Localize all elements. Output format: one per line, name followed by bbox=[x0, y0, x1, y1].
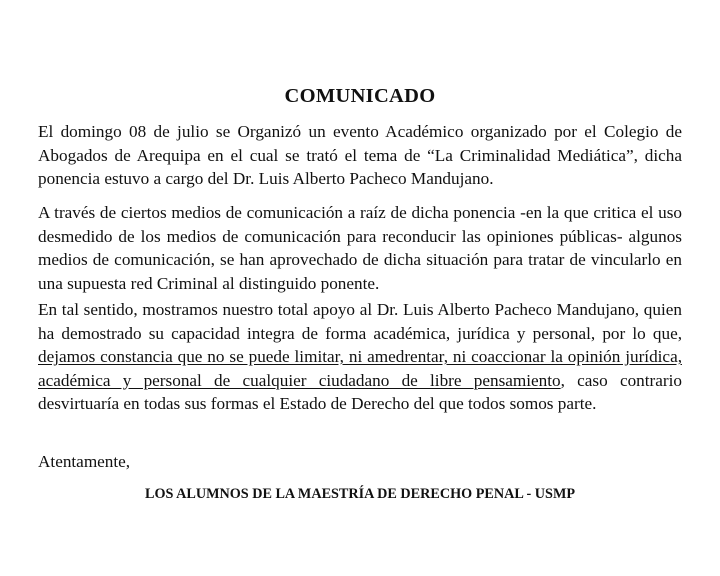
signature-line: LOS ALUMNOS DE LA MAESTRÍA DE DERECHO PENAL - USMP bbox=[144, 486, 576, 502]
paragraph-support-ending: , caso contrario desvirtuaría en todas sus formas el Estado de Derecho del que todos somos parte. bbox=[38, 370, 682, 413]
paragraph-support-intro: En tal sentido, mostramos nuestro total apoyo al Dr. Luis Alberto Pacheco Mandujano, quien ha demostrado su capacidad integra de forma académica, jurídica y personal, por lo que, bbox=[38, 300, 682, 343]
paragraph-support bbox=[38, 298, 682, 416]
paragraph-event: El domingo 08 de julio se Organizó un evento Académico organizado por el Colegio de Abogados de Arequipa en el cual se trató el tema de “La Criminalidad Mediática”, dicha ponencia estuvo a cargo del Dr. Luis Alberto Pacheco Mandujano. bbox=[38, 122, 682, 188]
underlined-statement: dejamos constancia que no se puede limitar, ni amedrentar, ni coaccionar la opinión jurídica, académica y personal de cualquier ciudadano de libre pensamiento bbox=[38, 347, 682, 390]
document-title: COMUNICADO bbox=[284, 85, 436, 107]
paragraph-media: A través de ciertos medios de comunicación a raíz de dicha ponencia -en la que critica el uso desmedido de los medios de comunicación para reconducir las opiniones públicas- algunos medios de comunicación, se han aprovechado de dicha situación para tratar de vincularlo en una supuesta red Criminal al distinguido ponente. bbox=[38, 203, 682, 293]
closing-salutation: Atentamente, bbox=[38, 452, 131, 471]
